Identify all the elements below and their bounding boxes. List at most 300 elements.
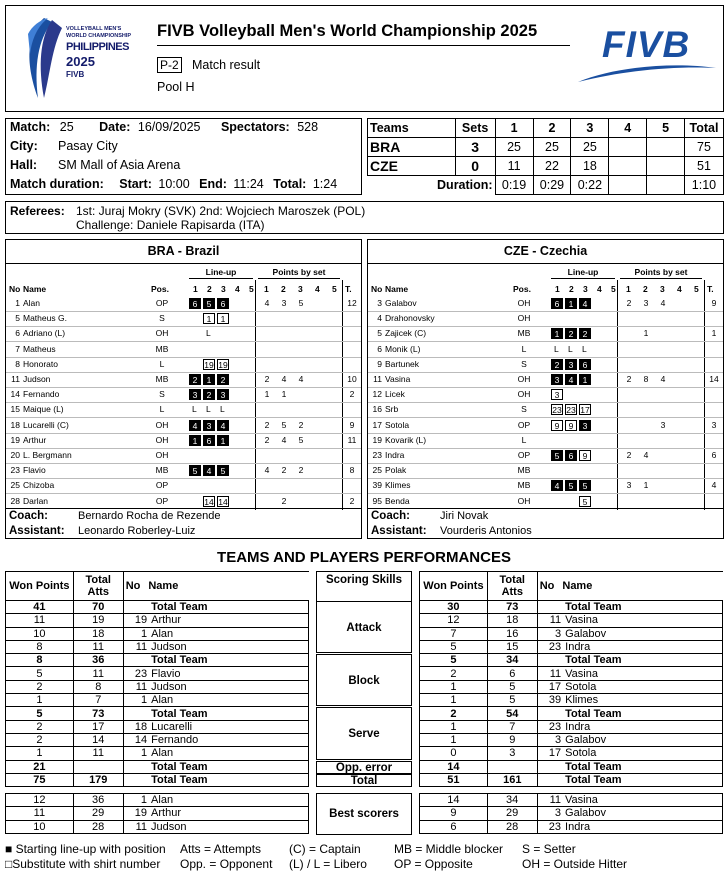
total-atts: 8 (73, 680, 123, 693)
player-number: 12 (372, 389, 382, 400)
total-atts: 19 (73, 614, 123, 627)
start-label: Start: (119, 177, 152, 191)
points-set: 4 (660, 298, 666, 308)
player-position: MB (155, 465, 169, 476)
won-points: 8 (6, 654, 74, 667)
player-name: Matheus G. (23, 313, 67, 324)
points-set: 4 (264, 465, 270, 476)
total-atts: 9 (487, 733, 537, 746)
lineup-header: Line-up (205, 267, 237, 277)
row-rule (368, 463, 723, 464)
player-position: S (521, 404, 527, 415)
col-no: No (9, 284, 21, 294)
row-rule (368, 372, 723, 373)
page-title: FIVB Volleyball Men's World Championship 2025 (157, 22, 538, 40)
lineup-start: 4 (579, 298, 591, 309)
player-no (123, 760, 149, 773)
logo-country: PHILIPPINES (66, 41, 129, 53)
lineup-sub: 9 (579, 450, 591, 461)
player-name: Vasina (563, 794, 722, 807)
coach-rule (6, 508, 361, 509)
player-number: 8 (15, 358, 20, 369)
won-points: 21 (6, 760, 74, 773)
name-header: Name (148, 580, 179, 592)
row-rule (368, 341, 723, 342)
points-total: 3 (711, 419, 717, 430)
lineup-start: 3 (579, 420, 591, 431)
player-name: Galabov (563, 733, 722, 746)
set-score (609, 157, 647, 176)
points-set: 5 (281, 419, 287, 430)
lineup-sub: 9 (551, 420, 563, 431)
legend-item: (C) = Captain (289, 842, 361, 856)
won-points: 1 (420, 733, 488, 746)
pool-label: Pool H (157, 80, 195, 94)
lineup-set-num: 2 (207, 284, 212, 294)
lineup-sub: 19 (204, 359, 214, 370)
points-total: 9 (711, 298, 717, 308)
total-atts: 11 (73, 640, 123, 653)
player-name: Total Team (563, 601, 722, 614)
lineup-sub: 1 (203, 313, 215, 324)
fivb-swoosh-icon (576, 60, 718, 84)
row-rule (6, 357, 361, 358)
match-date: 16/09/2025 (137, 120, 201, 134)
player-name: Alan (149, 794, 308, 807)
points-set: 3 (660, 419, 666, 430)
row-rule (368, 402, 723, 403)
total-atts: 3 (487, 747, 537, 760)
player-name: Alan (149, 694, 308, 707)
player-number: 95 (372, 495, 382, 506)
set-duration (647, 176, 685, 195)
total-atts: 179 (73, 773, 123, 786)
points-total: 12 (347, 298, 357, 308)
row-rule (6, 341, 361, 342)
player-name: Maique (L) (23, 404, 64, 415)
points-total: 11 (347, 434, 357, 445)
set-score: 22 (533, 157, 571, 176)
player-position: MB (155, 343, 169, 354)
vline (255, 280, 256, 510)
lineup-libero: L (568, 343, 573, 354)
title-rule (6, 263, 361, 264)
set-score (647, 138, 685, 157)
lineup-set-num: 2 (569, 284, 574, 294)
logo-line: VOLLEYBALL MEN'S (66, 26, 122, 32)
player-name: Arthur (149, 807, 308, 820)
player-name: Bartunek (385, 358, 420, 369)
logo-line: WORLD CHAMPIONSHIP (66, 33, 132, 39)
won-points: 5 (6, 667, 74, 680)
lineup-sub: 14 (218, 496, 228, 507)
player-no: 17 (537, 680, 563, 693)
player-number: 23 (10, 465, 20, 476)
player-position: OH (155, 450, 169, 460)
start-time: 10:00 (158, 177, 190, 191)
player-no: 14 (123, 733, 149, 746)
match-code: P-2 (157, 57, 182, 73)
player-name: Matheus (23, 343, 56, 354)
points-set-num: 5 (332, 284, 337, 294)
points-total: 9 (349, 419, 355, 430)
lineup-start: 5 (565, 480, 577, 491)
player-name: Arthur (23, 434, 47, 445)
score-header: 4 (609, 119, 647, 138)
lineup-set-num: 3 (221, 284, 226, 294)
player-no: 18 (123, 720, 149, 733)
player-name: Judson (23, 374, 51, 384)
lineup-start: 1 (203, 374, 215, 385)
lineup-start: 3 (189, 389, 201, 400)
col-name: Name (23, 284, 47, 294)
player-no: 11 (123, 680, 149, 693)
player-no: 11 (537, 614, 563, 627)
won-points: 1 (420, 680, 488, 693)
duration-total: 1:10 (684, 176, 723, 195)
player-name: Total Team (563, 707, 722, 720)
total-atts: 54 (487, 707, 537, 720)
player-name: L. Bergmann (23, 450, 72, 460)
date-label: Date: (99, 120, 131, 134)
player-name: Total Team (149, 601, 308, 614)
lineup-start: 2 (189, 374, 201, 385)
won-points: 9 (420, 807, 488, 820)
fivb-logo-text: FIVB (602, 24, 691, 65)
player-name: Klimes (563, 694, 722, 707)
player-number: 3 (377, 298, 382, 308)
total-atts: 6 (487, 667, 537, 680)
points-set-num: 5 (694, 284, 699, 294)
total-atts: 7 (73, 694, 123, 707)
team-code: BRA (368, 138, 456, 157)
player-name: Alan (23, 298, 41, 308)
lineup-start: 1 (551, 328, 563, 339)
player-name: Vasina (385, 374, 411, 384)
player-number: 17 (372, 419, 382, 430)
points-set: 2 (264, 434, 270, 445)
player-name: Darlan (23, 495, 49, 506)
player-position: OH (517, 298, 531, 308)
lineup-start: 6 (203, 435, 215, 446)
team-title: BRA - Brazil (147, 244, 220, 258)
total-atts: 36 (73, 794, 123, 807)
player-no: 3 (537, 807, 563, 820)
points-set: 2 (281, 465, 287, 476)
player-no: 23 (537, 820, 563, 833)
lineup-libero: L (192, 404, 197, 415)
lineup-start: 6 (565, 450, 577, 461)
points-set: 4 (281, 434, 287, 445)
total-atts: 73 (487, 601, 537, 614)
player-name: Lucarelli (149, 720, 308, 733)
won-points: 1 (6, 694, 74, 707)
atts-header: Total Atts (73, 572, 123, 601)
player-no (123, 654, 149, 667)
total-points: 75 (684, 138, 723, 157)
player-name: Indra (563, 820, 722, 833)
won-points: 41 (6, 601, 74, 614)
player-name: Licek (385, 389, 405, 400)
set-duration (609, 176, 647, 195)
coach-name: Bernardo Rocha de Rezende (78, 510, 221, 522)
match-info (5, 118, 362, 195)
player-number: 5 (15, 313, 20, 324)
performance-table-L (5, 571, 309, 787)
points-set: 1 (264, 389, 270, 400)
player-no: 1 (123, 747, 149, 760)
points-set-num: 1 (626, 284, 631, 294)
set-score: 11 (495, 157, 533, 176)
referees-label: Referees: (10, 204, 65, 218)
player-no (123, 601, 149, 614)
score-header: 5 (647, 119, 685, 138)
won-points: 1 (420, 694, 488, 707)
player-no (537, 601, 563, 614)
player-no: 19 (123, 807, 149, 820)
player-no (537, 760, 563, 773)
referees-box (5, 201, 724, 234)
player-no: 17 (537, 747, 563, 760)
assistant-name: Vourderis Antonios (440, 525, 532, 537)
set-duration: 0:22 (571, 176, 609, 195)
score-header: 3 (571, 119, 609, 138)
won-points: 0 (420, 747, 488, 760)
player-position: OP (155, 298, 169, 308)
lineup-start: 5 (217, 465, 229, 476)
points-set-num: 1 (264, 284, 269, 294)
won-points: 14 (420, 760, 488, 773)
player-position: S (159, 389, 165, 400)
lineup-start: 5 (203, 298, 215, 309)
player-name: Monik (L) (385, 343, 421, 354)
spectators-label: Spectators: (220, 120, 290, 134)
player-name: Fernando (23, 389, 60, 400)
player-no: 23 (123, 667, 149, 680)
no-name-header (537, 572, 722, 601)
won-points: 1 (420, 720, 488, 733)
player-no: 3 (537, 627, 563, 640)
player-position: L (159, 404, 165, 415)
row-rule (368, 448, 723, 449)
player-no: 11 (537, 667, 563, 680)
points-total: 14 (709, 374, 719, 384)
player-position: OP (517, 419, 531, 430)
player-number: 18 (10, 419, 20, 430)
won-points: 12 (420, 614, 488, 627)
won-points: 30 (420, 601, 488, 614)
lineup-sub: 14 (204, 496, 214, 507)
player-position: OH (155, 419, 169, 430)
player-no: 11 (123, 640, 149, 653)
skills-header: Scoring Skills (316, 571, 412, 602)
player-number: 16 (372, 404, 382, 415)
legend-item: S = Setter (522, 842, 576, 856)
legend-item: OH = Outside Hitter (522, 857, 628, 871)
player-position: OH (517, 313, 531, 324)
lineup-start: 1 (217, 435, 229, 446)
won-points: 11 (6, 807, 74, 820)
player-no (123, 707, 149, 720)
won-points: 11 (6, 614, 74, 627)
score-header: Sets (455, 119, 495, 138)
legend-item: □Substitute with shirt number (5, 857, 161, 871)
total-atts: 18 (487, 614, 537, 627)
set-duration: 0:19 (495, 176, 533, 195)
vline (617, 280, 618, 510)
player-no (537, 707, 563, 720)
points-rule (258, 278, 340, 279)
player-name: Flavio (149, 667, 308, 680)
total-label: Total: (273, 177, 307, 191)
won-points: 6 (420, 820, 488, 833)
player-number: 1 (15, 298, 20, 308)
player-position: OH (517, 374, 531, 384)
lineup-start: 3 (551, 374, 563, 385)
points-total: 4 (711, 480, 717, 491)
best-scorers-L (5, 793, 309, 834)
player-name: Total Team (149, 654, 308, 667)
logo-fivb-small: FIVB (66, 70, 85, 79)
player-name: Polak (385, 465, 407, 476)
best-scorers-label: Best scorers (316, 793, 412, 835)
points-rule (620, 278, 702, 279)
won-points: 10 (6, 627, 74, 640)
player-no: 19 (123, 614, 149, 627)
player-position: OH (517, 495, 531, 506)
player-no: 1 (123, 694, 149, 707)
duration-label: Duration: (368, 176, 496, 195)
team-code: CZE (368, 157, 456, 176)
lineup-start: 2 (551, 359, 563, 370)
player-name: Galabov (563, 807, 722, 820)
row-rule (368, 478, 723, 479)
col-name: Name (385, 284, 409, 294)
player-name: Benda (385, 495, 410, 506)
total-atts: 73 (73, 707, 123, 720)
lineup-sub: 5 (579, 496, 591, 507)
player-position: OP (517, 450, 531, 460)
player-position: L (521, 343, 527, 354)
legend-item: MB = Middle blocker (394, 842, 504, 856)
player-name: Total Team (149, 707, 308, 720)
player-name: Alan (149, 747, 308, 760)
points-set: 2 (281, 495, 287, 506)
player-number: 25 (10, 480, 20, 491)
title-rule (368, 263, 723, 264)
points-set: 2 (626, 374, 632, 384)
lineup-start: 3 (217, 389, 229, 400)
points-set: 2 (264, 374, 270, 384)
coach-rule (368, 508, 723, 509)
total-atts: 36 (73, 654, 123, 667)
points-set: 2 (626, 298, 632, 308)
player-name: Sotola (563, 747, 722, 760)
points-set: 1 (281, 389, 287, 400)
total-atts: 7 (487, 720, 537, 733)
player-name: Sotola (385, 419, 410, 430)
lineup-start: 1 (189, 435, 201, 446)
lineup-sub: 19 (218, 359, 228, 370)
points-set: 2 (298, 465, 304, 476)
skill-label: Total (316, 774, 412, 787)
points-set: 3 (643, 298, 649, 308)
row-rule (6, 478, 361, 479)
player-name: Fernando (149, 733, 308, 746)
hall-value: SM Mall of Asia Arena (58, 158, 181, 172)
duration-row (368, 176, 724, 195)
player-name: Indra (385, 450, 405, 460)
atts-header: Total Atts (487, 572, 537, 601)
set-score: 25 (571, 138, 609, 157)
total-atts: 16 (487, 627, 537, 640)
points-set: 3 (281, 298, 287, 308)
set-score (647, 157, 685, 176)
lineup-start: 2 (217, 374, 229, 385)
col-pos: Pos. (513, 284, 531, 294)
row-rule (368, 357, 723, 358)
performances-title: TEAMS AND PLAYERS PERFORMANCES (217, 549, 511, 566)
player-no: 1 (123, 794, 149, 807)
lineup-start: 4 (189, 420, 201, 431)
row-rule (6, 372, 361, 373)
championship-logo (18, 14, 138, 104)
lineup-start: 6 (579, 359, 591, 370)
row-rule (6, 493, 361, 494)
player-number: 7 (15, 343, 20, 354)
player-name: Chizoba (23, 480, 55, 491)
lineup-set-num: 4 (235, 284, 240, 294)
points-set: 1 (643, 480, 649, 491)
won-points: 5 (420, 654, 488, 667)
total-atts: 18 (73, 627, 123, 640)
player-name: Total Team (149, 773, 308, 786)
player-no (123, 773, 149, 786)
points-set-num: 3 (298, 284, 303, 294)
player-number: 25 (372, 465, 382, 476)
col-t: T. (345, 284, 352, 294)
player-no: 3 (537, 733, 563, 746)
end-label: End: (199, 177, 227, 191)
player-position: MB (517, 328, 531, 339)
total-atts (73, 760, 123, 773)
won-points: 51 (420, 773, 488, 786)
lineup-sub: 23 (552, 405, 562, 416)
coach-label: Coach: (371, 510, 410, 522)
player-name: Drahonovsky (385, 313, 435, 324)
lineup-sub: 3 (551, 389, 563, 400)
no-header: No (539, 580, 555, 592)
player-position: OH (517, 389, 531, 400)
team-panel-cze (367, 239, 724, 539)
points-set: 2 (298, 419, 304, 430)
player-number: 19 (372, 434, 382, 445)
set-score: 18 (571, 157, 609, 176)
player-position: S (521, 358, 527, 369)
assistant-label: Assistant: (371, 525, 427, 537)
player-name: Sotola (563, 680, 722, 693)
player-number: 6 (377, 343, 382, 354)
points-total: 1 (711, 328, 717, 339)
lineup-start: 6 (217, 298, 229, 309)
won-points: 2 (420, 667, 488, 680)
lineup-libero: L (206, 404, 211, 415)
col-t: T. (707, 284, 714, 294)
player-position: OH (155, 434, 169, 445)
match-label: Match: (10, 120, 51, 134)
duration-label: Match duration: (10, 177, 104, 191)
player-name: Total Team (563, 773, 722, 786)
